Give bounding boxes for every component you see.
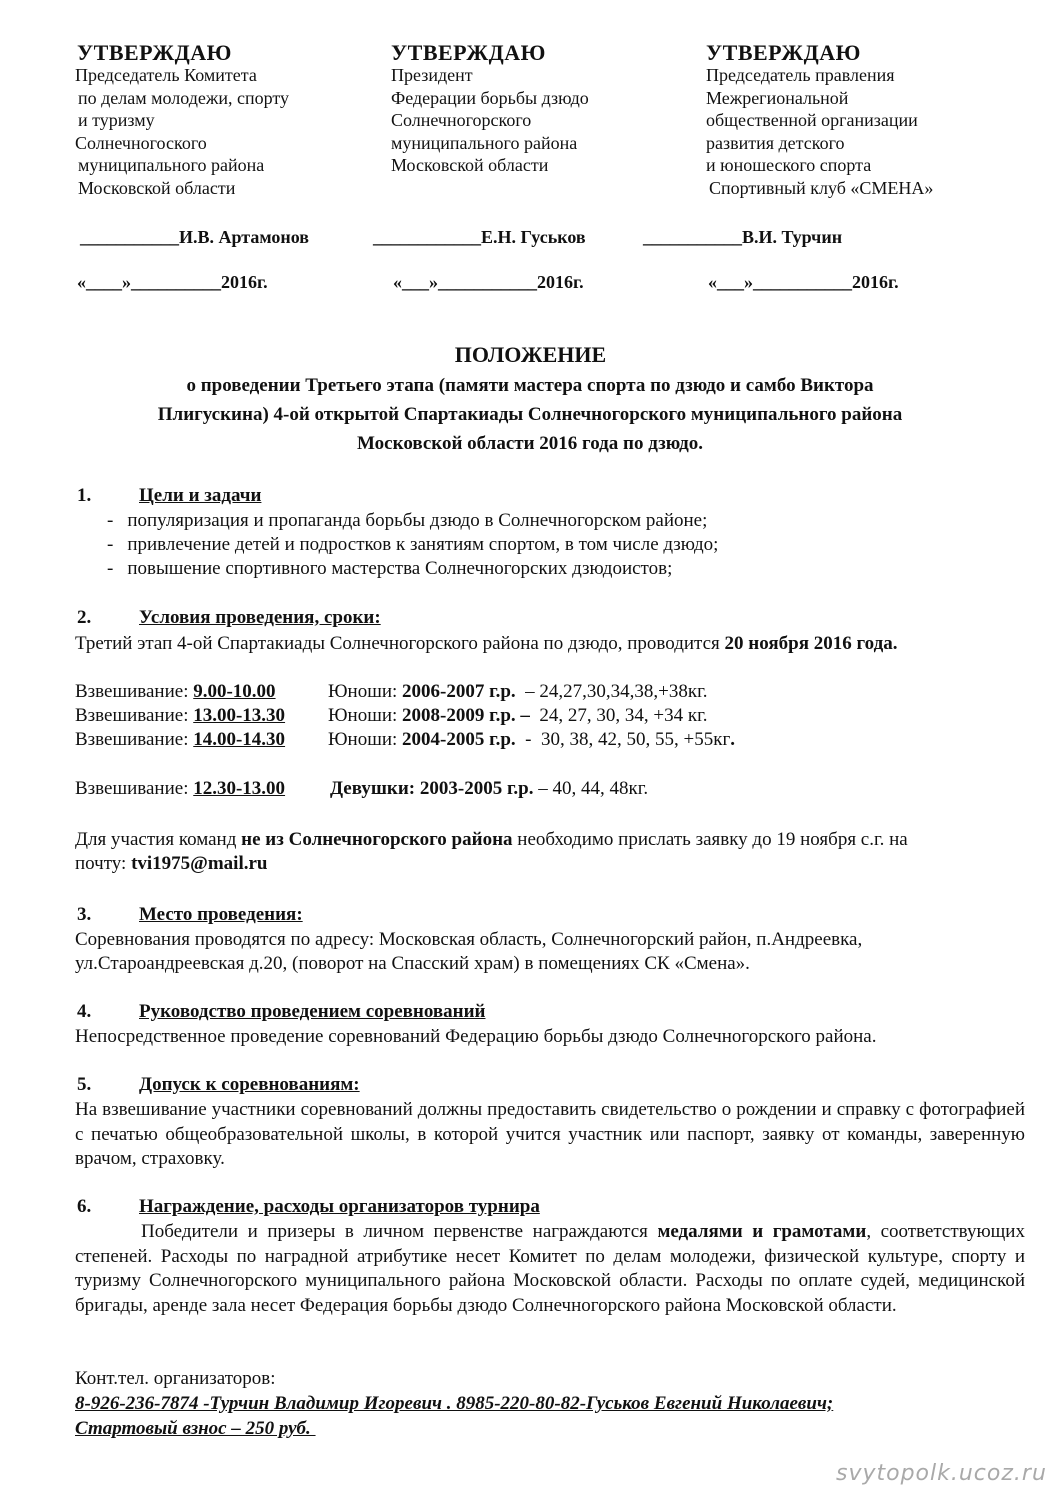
signature-2	[373, 226, 586, 248]
watermark-text: svytopolk.ucoz.ru	[836, 1461, 1047, 1486]
birth-years: 2006-2007 г.р.	[402, 681, 516, 702]
section-title: Награждение, расходы организаторов турнира	[139, 1196, 540, 1217]
section-number: 6.	[77, 1196, 92, 1217]
section-title: Место проведения:	[139, 904, 303, 925]
approval-line: развития детского	[706, 132, 845, 153]
section-number: 5.	[77, 1074, 92, 1095]
entry-text: Для участия команд	[75, 829, 242, 850]
date-day-blank: ____	[86, 272, 122, 292]
date-quote-open: «	[77, 272, 86, 292]
section-number: 2.	[77, 607, 92, 628]
separator	[530, 705, 540, 726]
approval-line: Спортивный клуб «СМЕНА»	[709, 177, 934, 198]
approval-line: и туризму	[78, 110, 155, 130]
approval-line: Председатель правления	[706, 65, 895, 85]
section-1-bullet	[107, 533, 718, 557]
weighin-time: 12.30-13.00	[193, 778, 286, 799]
subtitle-line: Плигускина) 4-ой открытой Спартакиады Солнечногорского муниципального района	[157, 404, 903, 425]
weighin-row	[75, 728, 735, 752]
section-1-bullet	[107, 509, 707, 533]
weighin-row-girls	[75, 777, 649, 801]
date-month-blank: ___________	[753, 272, 852, 292]
approval-block-2	[391, 42, 589, 177]
date-2	[393, 271, 584, 293]
section-title: Руководство проведением соревнований	[139, 1001, 486, 1022]
date-year: 2016г.	[537, 272, 584, 292]
group-label: Юноши:	[328, 705, 403, 726]
entry-line-1	[75, 828, 908, 852]
approval-block-1	[75, 42, 289, 199]
approval-line: Московской области	[391, 155, 549, 175]
weight-classes: 24,27,30,34,38,+38кг.	[539, 681, 708, 702]
weight-classes: 30, 38, 42, 50, 55, +55кг	[541, 729, 731, 750]
bullet-text: повышение спортивного мастерства Солнечногорских дзюдоистов;	[127, 558, 673, 579]
date-quote-open: «	[708, 272, 717, 292]
subtitle-line: о проведении Третьего этапа (памяти мастера спорта по дзюдо и самбо Виктора	[186, 375, 874, 396]
section-2-heading	[77, 607, 381, 629]
section-5-heading	[77, 1074, 360, 1096]
section-6-text	[75, 1220, 1025, 1318]
signature-3	[643, 226, 842, 248]
section-title: Допуск к соревнованиям:	[139, 1074, 360, 1095]
date-quote-close: »	[744, 272, 753, 292]
date-day-blank: ___	[402, 272, 429, 292]
girls-group: Девушки: 2003-2005 г.р.	[330, 778, 534, 799]
bullet-dash: -	[107, 510, 114, 531]
weight-suffix: .	[730, 729, 735, 750]
separator: –	[515, 681, 540, 702]
section-2-intro	[75, 632, 897, 656]
document-subtitle	[60, 371, 1000, 458]
date-day-blank: ___	[717, 272, 744, 292]
event-date: 20 ноября 2016 года.	[724, 633, 898, 654]
approval-title: УТВЕРЖДАЮ	[706, 40, 861, 65]
section-6-heading	[77, 1196, 540, 1218]
approval-line: общественной организации	[706, 110, 918, 130]
entry-bold: не из Солнечногорского района	[241, 829, 513, 850]
entry-text: почту:	[75, 853, 132, 874]
weighin-row	[75, 680, 708, 704]
section-title: Условия проведения, сроки:	[139, 607, 381, 628]
entry-line-2	[75, 852, 268, 876]
group-label: Юноши:	[328, 729, 403, 750]
section-4-line: Непосредственное проведение соревнований Федерацию борьбы дзюдо Солнечногорского района.	[75, 1026, 877, 1047]
signature-blank: ___________	[643, 227, 742, 247]
section-3-line: Соревнования проводятся по адресу: Московская область, Солнечногорский район, п.Андреевка,	[75, 929, 863, 950]
approval-line: Президент	[391, 65, 473, 85]
section-number: 1.	[77, 485, 92, 506]
weighin-label: Взвешивание:	[75, 729, 194, 750]
weight-classes: 40, 44, 48кг.	[552, 778, 649, 799]
date-year: 2016г.	[221, 272, 268, 292]
weighin-time: 13.00-13.30	[193, 705, 286, 726]
date-quote-open: «	[393, 272, 402, 292]
section-3-heading	[77, 904, 303, 926]
section-title: Цели и задачи	[139, 485, 262, 506]
separator: –	[533, 778, 553, 799]
section-number: 4.	[77, 1001, 92, 1022]
weighin-time: 14.00-14.30	[193, 729, 286, 750]
date-quote-close: »	[122, 272, 131, 292]
signer-name: Е.Н. Гуськов	[481, 227, 586, 247]
contacts-label: Конт.тел. организаторов:	[75, 1368, 276, 1389]
date-quote-close: »	[429, 272, 438, 292]
date-year: 2016г.	[852, 272, 899, 292]
bullet-dash: -	[107, 558, 114, 579]
signature-blank: ____________	[373, 227, 481, 247]
approval-title: УТВЕРЖДАЮ	[391, 40, 546, 65]
approval-line: Председатель Комитета	[75, 65, 257, 85]
date-1	[77, 271, 268, 293]
approval-block-3	[706, 42, 933, 199]
approval-title: УТВЕРЖДАЮ	[77, 40, 232, 65]
approval-line: Межрегиональной	[706, 87, 849, 108]
bullet-dash: -	[107, 534, 114, 555]
date-month-blank: __________	[131, 272, 221, 292]
subtitle-line: Московской области 2016 года по дзюдо.	[357, 433, 703, 454]
signer-name: И.В. Артамонов	[179, 227, 310, 247]
signer-name: В.И. Турчин	[742, 227, 843, 247]
contacts-phones: 8-926-236-7874 -Турчин Владимир Игоревич . 8985-220-80-82-Гуськов Евгений Николаевич;	[75, 1393, 834, 1414]
approval-line: по делам молодежи, спорту	[78, 87, 289, 108]
date-3	[708, 271, 899, 293]
award-text: Победители и призеры в личном первенстве награждаются	[141, 1221, 658, 1242]
group-label: Юноши:	[328, 681, 403, 702]
award-bold: медалями и грамотами	[657, 1221, 867, 1242]
birth-years: 2004-2005 г.р.	[402, 729, 516, 750]
section-5-text: На взвешивание участники соревнований должны предоставить свидетельство о рождении и справку с фотографией с печатью общеобразовательной школы, в которой учится участник или паспорт, заявку от команды, заверенную врачом, страховку.	[75, 1099, 1025, 1169]
entry-fee: Стартовый взнос – 250 руб.	[75, 1418, 316, 1439]
approval-line: Федерации борьбы дзюдо	[391, 87, 589, 108]
separator: -	[515, 729, 541, 750]
section-1-bullet	[107, 557, 672, 581]
weighin-label: Взвешивание:	[75, 705, 194, 726]
weight-classes: 24, 27, 30, 34, +34 кг.	[539, 705, 708, 726]
section-3-line: ул.Староандреевская д.20, (поворот на Спасский храм) в помещениях СК «Смена».	[75, 953, 750, 974]
entry-text: необходимо прислать заявку до 19 ноября с.г. на	[512, 829, 908, 850]
section-4-heading	[77, 1001, 486, 1023]
weighin-row	[75, 704, 708, 728]
approval-line: муниципального района	[78, 155, 265, 175]
signature-blank: ___________	[80, 227, 179, 247]
email-link[interactable]: tvi1975@mail.ru	[131, 853, 268, 874]
signature-1	[80, 226, 309, 248]
section-1-heading	[77, 485, 262, 507]
award-text: , соответствующих степеней. Расходы по наградной атрибутике несет Комитет по делам молодежи, физической культуре, спорту и туризму Солнечногорского муниципального района Московской области. Расходы по оплате судей, медицинской бригады, аренде зала несет Федерация борьбы дзюдо Солнечногорского района Московской области.	[75, 1221, 1025, 1316]
section-number: 3.	[77, 904, 92, 925]
date-month-blank: ___________	[438, 272, 537, 292]
bullet-text: популяризация и пропаганда борьбы дзюдо в Солнечногорском районе;	[127, 510, 708, 531]
bullet-text: привлечение детей и подростков к занятиям спортом, в том числе дзюдо;	[127, 534, 719, 555]
intro-text: Третий этап 4-ой Спартакиады Солнечногорского района по дзюдо, проводится	[75, 633, 725, 654]
approval-line: Солнечногорского	[391, 110, 532, 130]
approval-line: Солнечногоского	[75, 132, 207, 153]
weighin-label: Взвешивание:	[75, 681, 194, 702]
approval-line: муниципального района	[391, 132, 578, 153]
approval-line: и юношеского спорта	[706, 155, 872, 175]
weighin-time: 9.00-10.00	[193, 681, 276, 702]
weighin-label: Взвешивание:	[75, 778, 194, 799]
birth-years: 2008-2009 г.р. –	[402, 705, 530, 726]
approval-line: Московской области	[78, 177, 236, 198]
document-title: ПОЛОЖЕНИЕ	[454, 342, 607, 367]
